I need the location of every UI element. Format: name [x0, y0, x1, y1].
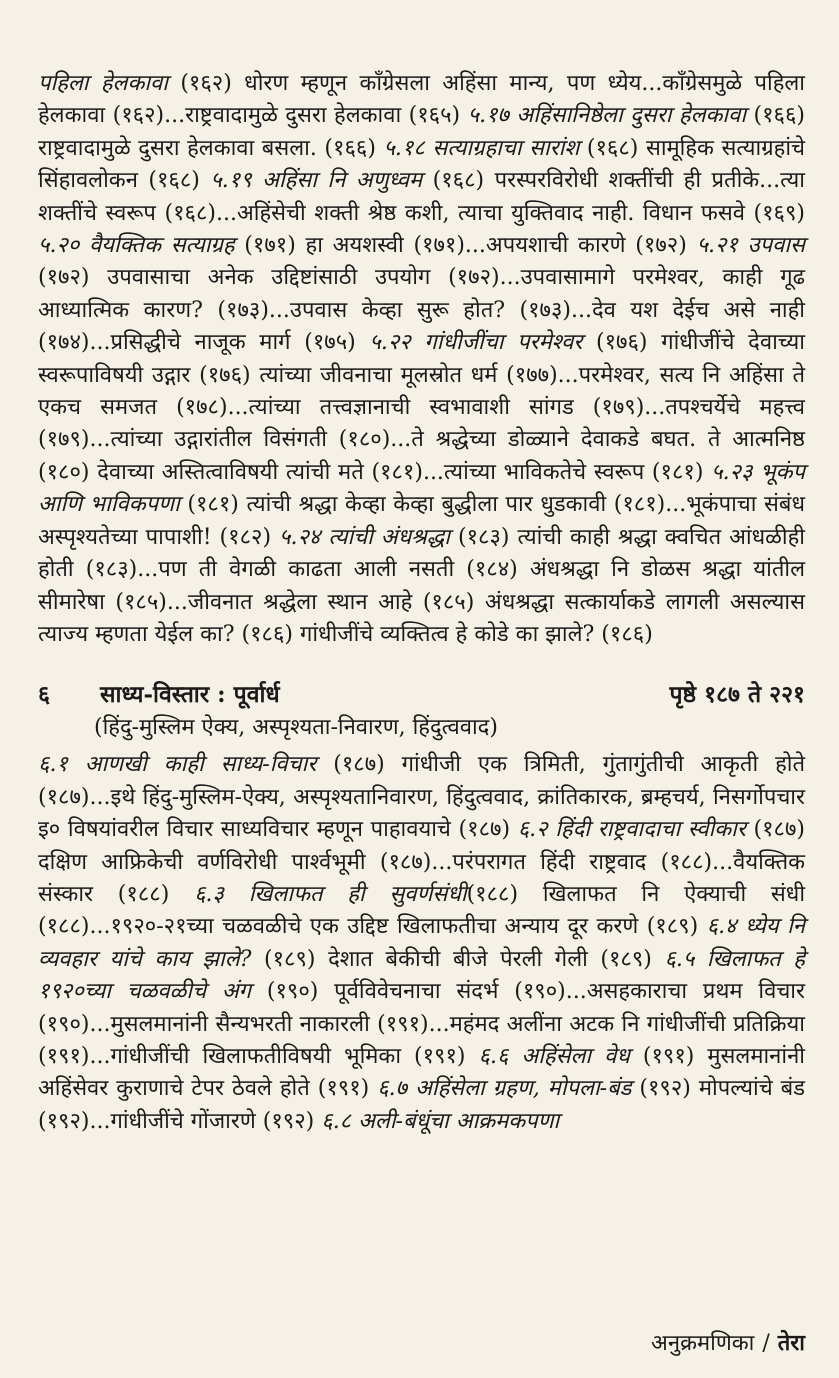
section-heading-entry: ५.२१ उपवास [696, 233, 805, 259]
entry-text: (१८३) त्यांची काही श्रद्धा क्वचित आंधळीही होती (१८३)...पण ती वेगळी काढता आली नसती (१८४) अंधश्रद्धा नि डोळस श्रद्धा यांतील सीमारेषा (१८५)...जीवनात श्रद्धेला स्थान आहे (१८५) अंधश्रद्धा सत्कार्याकडे लागली असल्यास त्याज्य म्हणता येईल का? (१८६) गांधीजींचे व्यक्तित्व हे कोडे का झाले? (१८६) [38, 524, 805, 647]
entry-text: (१६२) धोरण म्हणून काँग्रेसला अहिंसा मान्य, पण ध्येय...काँग्रेसमुळे पहिला हेलकावा (१६२)...राष्ट्रवादामुळे दुसरा हेलकावा (१६५) [38, 71, 805, 129]
section-heading-entry: ६.४ ध्येय नि व्यवहार यांचे काय झाले? [38, 914, 806, 972]
entry-text: (१६६) राष्ट्रवादामुळे दुसरा हेलकावा बसला. (१६६) [38, 103, 805, 161]
entry-text: (१९१) मुसलमानांनी अहिंसेवर कुराणाचे टेपर ठेवले होते (१९१) [38, 1043, 805, 1102]
section-heading-entry: ६.१ आणखी काही साध्य-विचार [38, 752, 317, 778]
entry-text: (१९०) पूर्वविवेचनाचा संदर्भ (१९०)...असहकाराचा प्रथम विचार (१९०)...मुसलमानांनी सैन्यभरती नाकारली (१९१)...महंमद अलींना अटक नि गांधीजींची प्रतिक्रिया (१९१)...गांधीजींची खिलाफतीविषयी भूमिका (१९१) [38, 979, 805, 1069]
entry-text: (१८८) खिलाफत नि ऐक्याची संधी (१८८)...१९२०-२१च्या चळवळीचे एक उद्दिष्ट खिलाफतीचा अन्याय दूर करणे (१८९) [38, 881, 806, 940]
page-footer [651, 1327, 805, 1357]
entry-text: (१८७) दक्षिण आफ्रिकेची वर्णविरोधी पार्श्वभूमी (१८७)...परंपरागत हिंदी राष्ट्रवाद (१८८)...वैयक्तिक संस्कार (१८८) [38, 817, 806, 907]
section-heading-entry: ६.८ अली-बंधूंचा आक्रमकपणा [321, 1108, 560, 1134]
chapter-title: साध्य-विस्तार : पूर्वार्ध [99, 681, 280, 709]
chapter-pages: पृष्ठे १८७ ते २२१ [669, 681, 805, 709]
section-heading-entry: ५.२३ भूकंप आणि भाविकपणा [38, 459, 806, 518]
section-heading-entry: ५.१९ अहिंसा नि अणुध्वम [210, 168, 423, 194]
section-heading-entry: ५.२० वैयक्तिक सत्याग्रह [38, 233, 235, 259]
footer-label: अनुक्रमणिका [651, 1331, 755, 1356]
entry-text: (१८१) त्यांची श्रद्धा केव्हा केव्हा बुद्धीला पार धुडकावी (१८१)...भूकंपाचा संबंध अस्पृश्यतेच्या पापाशी! (१८२) [38, 492, 805, 550]
section-heading-entry: ६.६ अहिंसेला वेध [478, 1043, 630, 1069]
chapter-number: ६ [38, 681, 50, 709]
footer-separator: / [762, 1331, 770, 1356]
section6-text [38, 749, 805, 1138]
chapter-heading [38, 677, 805, 709]
entry-text: (१७६) गांधीजींचे देवाच्या स्वरूपाविषयी उद्गार (१७६) त्यांच्या जीवनाचा मूलस्रोत धर्म (१७७)...परमेश्वर, सत्य नि अहिंसा ते एकच समजत (१७८)...त्यांच्या तत्त्वज्ञानाची स्वभावाशी सांगड (१७९)...तपश्चर्येचे महत्त्व (१७९)...त्यांच्या उद्गारांतील विसंगती (१८०)...ते श्रद्धेच्या डोळ्याने देवाकडे बघत. ते आत्मनिष्ठ (१८०) देवाच्या अस्तित्वाविषयी त्यांची मते (१८१)...त्यांच्या भाविकतेचे स्वरूप (१८१) [38, 330, 805, 485]
section5-text [38, 68, 805, 651]
entry-text: (१८७) गांधीजी एक त्रिमिती, गुंतागुंतीची आकृती होते (१८७)...इथे हिंदु-मुस्लिम-ऐक्य, अस्पृश्यतानिवारण, हिंदुत्ववाद, क्रांतिकारक, ब्रम्हचर्य, निसर्गोपचार इ० विषयांवरील विचार साध्यविचार म्हणून पाहावयाचे (१८७) [38, 752, 806, 843]
section-heading-entry: ५.१७ अहिंसानिष्ठेला दुसरा हेलकावा [467, 103, 747, 129]
chapter-subtitle: (हिंदु-मुस्लिम ऐक्य, अस्पृश्यता-निवारण, हिंदुत्ववाद) [94, 715, 498, 741]
section-heading-entry: ५.१८ सत्याग्रहाचा सारांश [383, 135, 580, 161]
entry-text: (१७१) हा अयशस्वी (१७१)...अपयशाची कारणे (१७२) [234, 233, 697, 259]
section-heading-entry: ५.२२ गांधीजींचा परमेश्वर [369, 330, 583, 356]
section-heading-entry: पहिला हेलकावा [38, 71, 168, 96]
entry-text: (१६८) सामूहिक सत्याग्रहांचे सिंहावलोकन (१६८) [38, 135, 805, 194]
entry-text: (१९२) मोपल्यांचे बंड (१९२)...गांधीजींचे गोंजारणे (१९२) [38, 1076, 805, 1134]
entry-text: (१७२) उपवासाचा अनेक उद्दिष्टांसाठी उपयोग (१७२)...उपवासामागे परमेश्वर, काही गूढ आध्यात्मिक कारण? (१७३)...उपवास केव्हा सुरू होत? (१७३)...देव यश देईच असे नाही (१७४)...प्रसिद्धीचे नाजूक मार्ग (१७५) [38, 265, 805, 356]
section-heading-entry: ६.३ खिलाफत ही सुवर्णसंधी [194, 881, 467, 907]
entry-text: (१८९) देशात बेकीची बीजे पेरली गेली (१८९) [251, 946, 665, 972]
section-heading-entry: ६.७ अहिंसेला ग्रहण, मोपला-बंड [377, 1076, 632, 1102]
entry-text: (१६८) परस्परविरोधी शक्तींची ही प्रतीके...त्या शक्तींचे स्वरूप (१६८)...अहिंसेची शक्ती श्रेष्ठ कशी, त्याचा युक्तिवाद नाही. विधान फसवे (१६९) [38, 168, 805, 226]
section-heading-entry: ५.२४ त्यांची अंधश्रद्धा [279, 524, 450, 550]
page-number: तेरा [777, 1330, 805, 1356]
section-heading-entry: ६.५ खिलाफत हे १९२०च्या चळवळीचे अंग [38, 946, 805, 1005]
section-heading-entry: ६.२ हिंदी राष्ट्रवादाचा स्वीकार [517, 817, 746, 843]
